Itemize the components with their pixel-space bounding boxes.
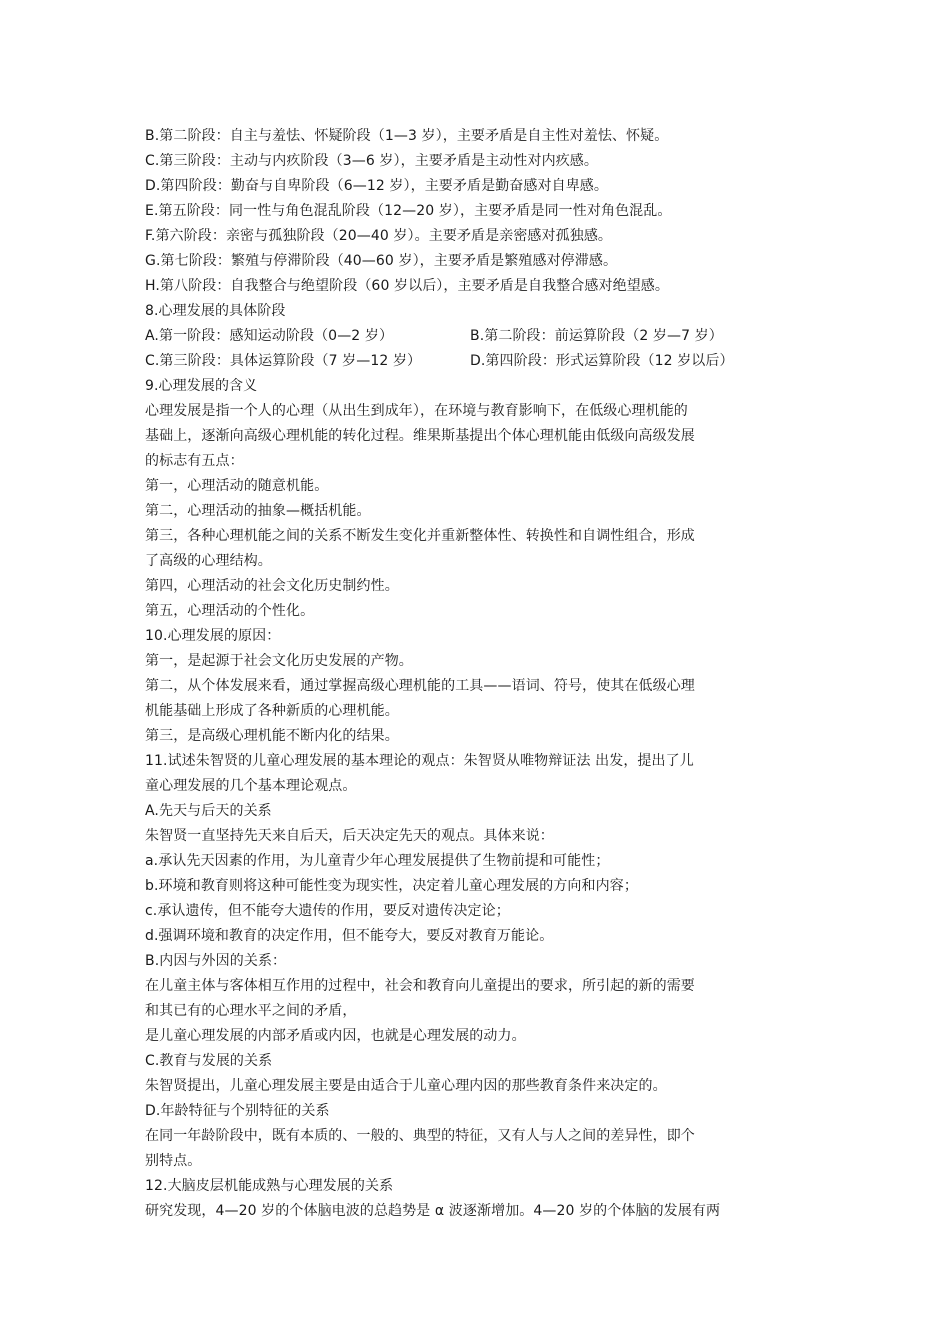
text-line: 第三，各种心理机能之间的关系不断发生变化并重新整体性、转换性和自调性组合，形成 (145, 528, 695, 544)
text-line: c.承认遗传，但不能夸大遗传的作用，要反对遗传决定论； (145, 903, 510, 919)
text-line: 第一，心理活动的随意机能。 (145, 478, 329, 494)
subsection-heading: A.先天与后天的关系 (145, 803, 272, 819)
text-line: C.第三阶段：主动与内疚阶段（3—6 岁），主要矛盾是主动性对内疚感。 (145, 153, 598, 169)
text-line: 的标志有五点： (145, 453, 244, 469)
text-line: 基础上，逐渐向高级心理机能的转化过程。维果斯基提出个体心理机能由低级向高级发展 (145, 428, 695, 444)
stage-left: A.第一阶段：感知运动阶段（0—2 岁） (145, 328, 394, 344)
text-line: 第一，是起源于社会文化历史发展的产物。 (145, 653, 413, 669)
text-line: 第四，心理活动的社会文化历史制约性。 (145, 578, 399, 594)
stage-left: C.第三阶段：具体运算阶段（7 岁—12 岁） (145, 353, 422, 369)
section-heading: 9.心理发展的含义 (145, 378, 258, 394)
stage-right: B.第二阶段：前运算阶段（2 岁—7 岁） (470, 328, 723, 344)
stage-row (145, 349, 808, 374)
text-line: 朱智贤提出，儿童心理发展主要是由适合于儿童心理内因的那些教育条件来决定的。 (145, 1078, 667, 1094)
subsection-heading: C.教育与发展的关系 (145, 1053, 273, 1069)
text-line: 第二，从个体发展来看，通过掌握高级心理机能的工具——语词、符号，使其在低级心理 (145, 678, 695, 694)
text-line: 朱智贤一直坚持先天来自后天，后天决定先天的观点。具体来说： (145, 828, 554, 844)
subsection-heading: B.内因与外因的关系： (145, 953, 287, 969)
document-body (145, 124, 808, 1224)
text-line: 在儿童主体与客体相互作用的过程中，社会和教育向儿童提出的要求，所引起的新的需要 (145, 978, 695, 994)
subsection-heading: D.年龄特征与个别特征的关系 (145, 1103, 330, 1119)
text-line: 了高级的心理结构。 (145, 553, 272, 569)
text-line: b.环境和教育则将这种可能性变为现实性，决定着儿童心理发展的方向和内容； (145, 878, 638, 894)
text-line: 第二，心理活动的抽象—概括机能。 (145, 503, 371, 519)
text-line: d.强调环境和教育的决定作用，但不能夸大，要反对教育万能论。 (145, 928, 554, 944)
section-heading: 10.心理发展的原因： (145, 628, 281, 644)
text-line: 童心理发展的几个基本理论观点。 (145, 778, 357, 794)
stage-right: D.第四阶段：形式运算阶段（12 岁以后） (470, 353, 734, 369)
section-heading: 8.心理发展的具体阶段 (145, 303, 286, 319)
text-line: 研究发现，4—20 岁的个体脑电波的总趋势是 α 波逐渐增加。4—20 岁的个体脑的发展有两 (145, 1203, 721, 1219)
text-line: D.第四阶段：勤奋与自卑阶段（6—12 岁），主要矛盾是勤奋感对自卑感。 (145, 178, 609, 194)
text-line: 第三，是高级心理机能不断内化的结果。 (145, 728, 399, 744)
text-line: 别特点。 (145, 1153, 202, 1169)
section-heading: 11.试述朱智贤的儿童心理发展的基本理论的观点：朱智贤从唯物辩证法 出发，提出了儿 (145, 753, 694, 769)
section-heading: 12.大脑皮层机能成熟与心理发展的关系 (145, 1178, 394, 1194)
text-line: H.第八阶段：自我整合与绝望阶段（60 岁以后），主要矛盾是自我整合感对绝望感。 (145, 278, 669, 294)
text-line: G.第七阶段：繁殖与停滞阶段（40—60 岁），主要矛盾是繁殖感对停滞感。 (145, 253, 618, 269)
text-line: 和其已有的心理水平之间的矛盾， (145, 1003, 357, 1019)
text-line: F.第六阶段：亲密与孤独阶段（20—40 岁）。主要矛盾是亲密感对孤独感。 (145, 228, 613, 244)
text-line: 心理发展是指一个人的心理（从出生到成年），在环境与教育影响下，在低级心理机能的 (145, 403, 688, 419)
text-line: E.第五阶段：同一性与角色混乱阶段（12—20 岁），主要矛盾是同一性对角色混乱。 (145, 203, 672, 219)
stage-row (145, 324, 808, 349)
text-line: 是儿童心理发展的内部矛盾或内因，也就是心理发展的动力。 (145, 1028, 526, 1044)
text-line: a.承认先天因素的作用，为儿童青少年心理发展提供了生物前提和可能性； (145, 853, 610, 869)
text-line: 第五，心理活动的个性化。 (145, 603, 315, 619)
text-line: 在同一年龄阶段中，既有本质的、一般的、典型的特征，又有人与人之间的差异性，即个 (145, 1128, 695, 1144)
text-line: 机能基础上形成了各种新质的心理机能。 (145, 703, 399, 719)
text-line: B.第二阶段：自主与羞怯、怀疑阶段（1—3 岁），主要矛盾是自主性对羞怯、怀疑。 (145, 128, 669, 144)
